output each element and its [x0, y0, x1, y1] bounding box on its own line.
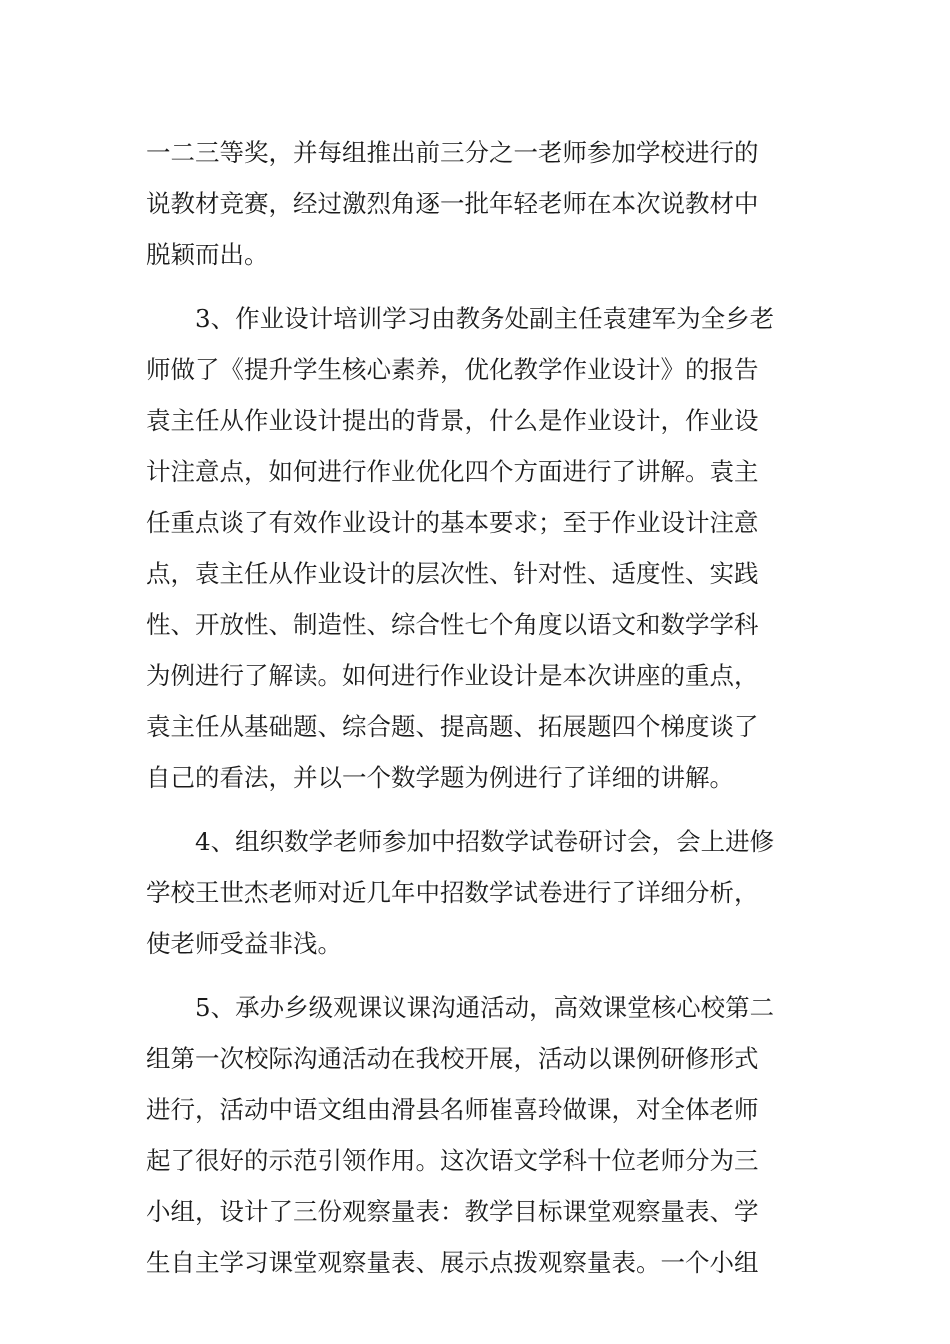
text-line: 袁主任从作业设计提出的背景，什么是作业设计，作业设: [146, 406, 759, 435]
text-line: 师做了《提升学生核心素养，优化教学作业设计》的报告: [146, 355, 759, 384]
text-line: 组第一次校际沟通活动在我校开展，活动以课例研修形式: [146, 1044, 759, 1073]
text-line: 一二三等奖，并每组推出前三分之一老师参加学校进行的: [146, 138, 759, 167]
paragraph-math-seminar: [146, 816, 806, 969]
text-line: 说教材竞赛，经过激烈角逐一批年轻老师在本次说教材中: [146, 189, 759, 218]
text-line: 任重点谈了有效作业设计的基本要求；至于作业设计注意: [146, 508, 759, 537]
text-line: 为例进行了解读。如何进行作业设计是本次讲座的重点，: [146, 661, 759, 690]
paragraph-gap: [146, 280, 806, 293]
text-line: 学校王世杰老师对近几年中招数学试卷进行了详细分析，: [146, 878, 759, 907]
text-line: 3、作业设计培训学习由教务处副主任袁建军为全乡老: [146, 304, 775, 333]
paragraph-homework-design: [146, 293, 806, 803]
paragraph-award-continuation: [146, 127, 806, 280]
paragraph-gap: [146, 969, 806, 982]
text-line: 起了很好的示范引领作用。这次语文学科十位老师分为三: [146, 1146, 759, 1175]
text-line: 自己的看法，并以一个数学题为例进行了详细的讲解。: [146, 763, 734, 792]
text-line: 进行，活动中语文组由滑县名师崔喜玲做课，对全体老师: [146, 1095, 759, 1124]
text-line: 生自主学习课堂观察量表、展示点拨观察量表。一个小组: [146, 1248, 759, 1277]
text-line: 5、承办乡级观课议课沟通活动，高效课堂核心校第二: [146, 993, 775, 1022]
text-line: 袁主任从基础题、综合题、提高题、拓展题四个梯度谈了: [146, 712, 759, 741]
paragraph-lesson-exchange: [146, 982, 806, 1288]
text-line: 4、组织数学老师参加中招数学试卷研讨会，会上进修: [146, 827, 775, 856]
text-line: 点，袁主任从作业设计的层次性、针对性、适度性、实践: [146, 559, 759, 588]
text-line: 小组，设计了三份观察量表：教学目标课堂观察量表、学: [146, 1197, 759, 1226]
text-line: 性、开放性、制造性、综合性七个角度以语文和数学学科: [146, 610, 759, 639]
document-body: [146, 127, 806, 1288]
paragraph-gap: [146, 803, 806, 816]
text-line: 计注意点，如何进行作业优化四个方面进行了讲解。袁主: [146, 457, 759, 486]
text-line: 使老师受益非浅。: [146, 929, 342, 958]
text-line: 脱颖而出。: [146, 240, 269, 269]
